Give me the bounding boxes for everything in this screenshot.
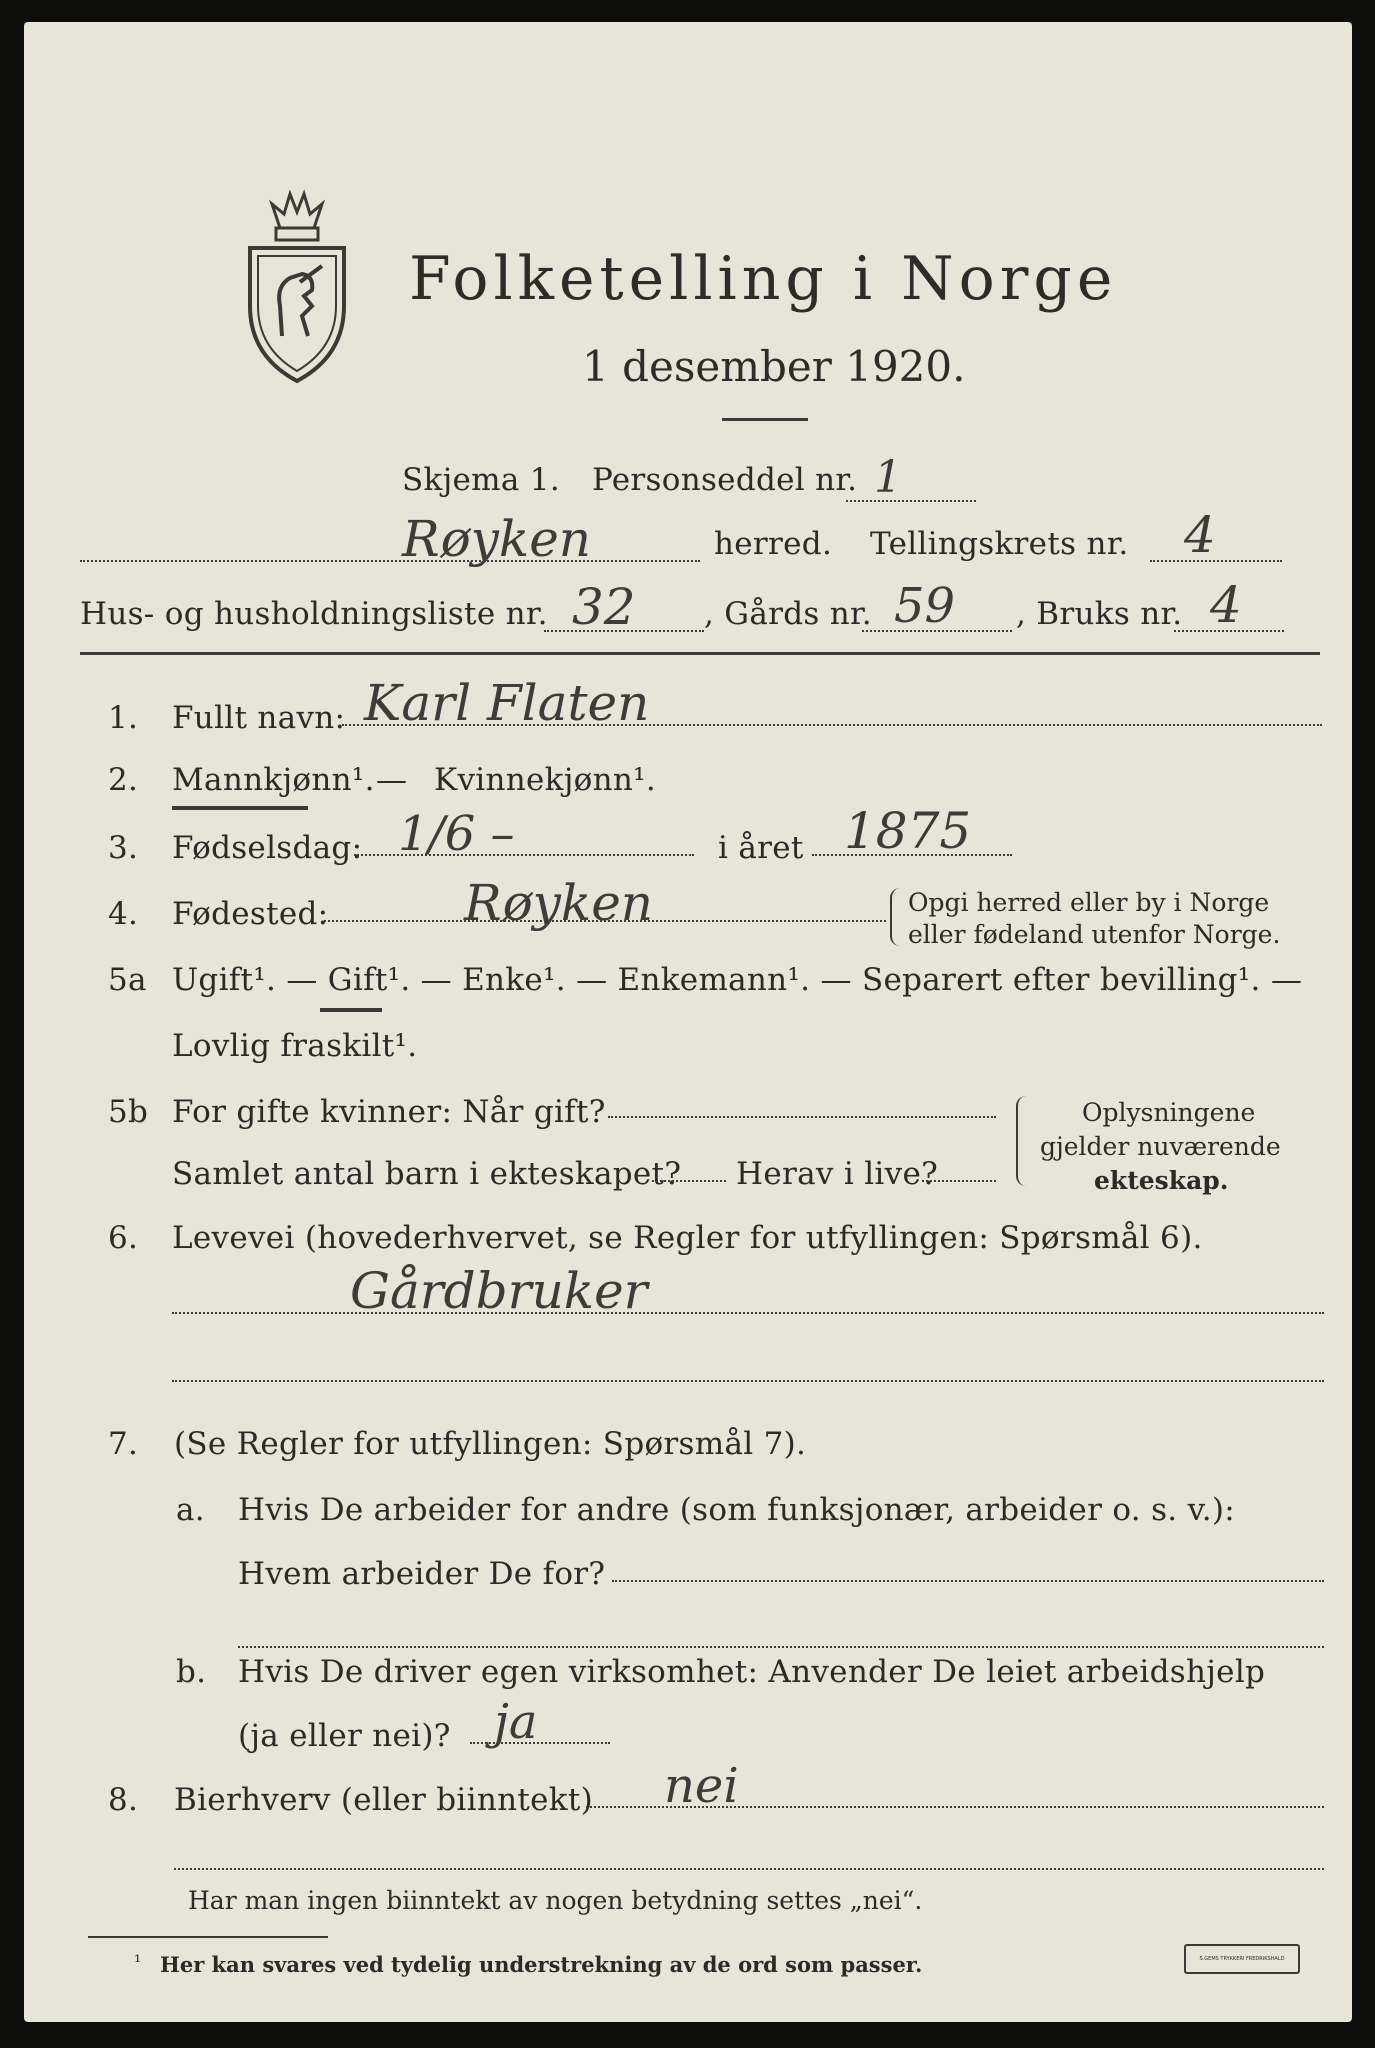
q8-label: Bierhverv (eller biinntekt)	[174, 1782, 594, 1818]
q5b-children-line	[652, 1180, 726, 1182]
q8-line-extra	[174, 1868, 1324, 1870]
personseddel-line	[846, 500, 976, 502]
q7b-line1: Hvis De driver egen virksomhet: Anvender De leiet arbeidshjelp	[238, 1654, 1266, 1690]
q5b-children-label: Samlet antal barn i ekteskapet?	[172, 1156, 682, 1192]
q2-number: 2.	[108, 762, 139, 798]
census-form	[24, 22, 1352, 2022]
q7-label: (Se Regler for utfyllingen: Spørsmål 7).	[174, 1426, 807, 1462]
q5b-when-married-label: For gifte kvinner: Når gift?	[172, 1094, 606, 1130]
printer-stamp	[1184, 1944, 1300, 1974]
full-name-value[interactable]: Karl Flaten	[364, 674, 650, 732]
q3-label: Fødselsdag:	[172, 830, 363, 866]
hired-help-value[interactable]: ja	[494, 1694, 538, 1750]
gards-value[interactable]: 59	[894, 578, 956, 634]
husliste-value[interactable]: 32	[572, 578, 636, 636]
q7a-line1: Hvis De arbeider for andre (som funksjonær, arbeider o. s. v.):	[238, 1492, 1236, 1528]
birth-year-label: i året	[718, 830, 804, 866]
birthplace-value[interactable]: Røyken	[464, 874, 654, 932]
q5a-number: 5a	[108, 962, 147, 998]
q7b-letter: b.	[176, 1654, 207, 1690]
herred-value[interactable]: Røyken	[402, 510, 592, 568]
q7b-line	[470, 1742, 610, 1744]
q5b-note-line2: gjelder nuværende	[1040, 1132, 1281, 1161]
q5b-alive-line	[922, 1180, 996, 1182]
q4-note-line1: Opgi herred eller by i Norge	[908, 888, 1270, 917]
q6-number: 6.	[108, 1220, 139, 1256]
footnote-mark: ¹	[134, 1952, 142, 1973]
norwegian-coat-of-arms-icon	[242, 186, 352, 386]
q7a-line2: Hvem arbeider De for?	[238, 1556, 606, 1592]
nei-instruction: Har man ingen biinntekt av nogen betydning settes „nei“.	[188, 1886, 923, 1915]
herred-label: herred.	[714, 526, 833, 562]
footnote-rule	[88, 1936, 328, 1938]
birthdate-value[interactable]: 1/6 –	[398, 806, 515, 862]
husliste-label: Hus- og husholdningsliste nr.	[80, 596, 548, 632]
q8-number: 8.	[108, 1782, 139, 1818]
marital-status-divorced[interactable]: Lovlig fraskilt¹.	[172, 1028, 418, 1064]
q6-label: Levevei (hovederhvervet, se Regler for utfyllingen: Spørsmål 6).	[172, 1220, 1203, 1256]
q7a-line	[612, 1580, 1324, 1582]
marital-status-options[interactable]: Ugift¹. — Gift¹. — Enke¹. — Enkemann¹. — Separert efter bevilling¹. —	[172, 962, 1303, 998]
tellingskrets-label: Tellingskrets nr.	[870, 526, 1129, 562]
male-selection-underline	[172, 806, 308, 810]
gender-male[interactable]: Mannkjønn¹.	[172, 762, 375, 798]
q5b-note-line1: Oplysningene	[1082, 1098, 1256, 1127]
herred-line	[80, 560, 700, 562]
occupation-value[interactable]: Gårdbruker	[350, 1262, 648, 1320]
birth-year-value[interactable]: 1875	[844, 802, 972, 860]
q5b-when-married-line	[608, 1116, 996, 1118]
q6-line1	[172, 1312, 1324, 1314]
q4-note-line2: eller fødeland utenfor Norge.	[908, 920, 1281, 949]
side-income-value[interactable]: nei	[664, 1758, 739, 1814]
tellingskrets-value[interactable]: 4	[1184, 506, 1216, 564]
q7b-line2: (ja eller nei)?	[238, 1718, 451, 1754]
q6-line2	[172, 1380, 1324, 1382]
q1-label: Fullt navn:	[172, 700, 346, 736]
q7a-line-extra	[238, 1646, 1324, 1648]
personseddel-label: Personseddel nr.	[592, 462, 858, 498]
personseddel-value[interactable]: 1	[874, 452, 902, 503]
q5b-brace	[1016, 1096, 1028, 1186]
tellingskrets-line	[1150, 560, 1282, 562]
footnote-text: Her kan svares ved tydelig understrekning av de ord som passer.	[160, 1952, 923, 1977]
q7a-letter: a.	[176, 1492, 205, 1528]
header-rule	[80, 652, 1320, 655]
bruks-value[interactable]: 4	[1210, 576, 1242, 634]
gender-separator: —	[376, 762, 408, 798]
form-title: Folketelling i Norge	[409, 244, 1118, 314]
title-divider	[722, 418, 808, 421]
q5b-alive-label: Herav i live?	[736, 1156, 939, 1192]
census-date: 1 desember 1920.	[582, 342, 966, 391]
gender-female[interactable]: Kvinnekjønn¹.	[434, 762, 657, 798]
q4-label: Fødested:	[172, 896, 329, 932]
q3-number: 3.	[108, 830, 139, 866]
skjema-label: Skjema 1.	[402, 462, 560, 498]
printer-stamp-text: S.GEMS TRYKKERI FREDRIKSHALD	[1199, 1956, 1285, 1962]
bruks-label: , Bruks nr.	[1016, 596, 1183, 632]
q5b-note-line3: ekteskap.	[1094, 1166, 1229, 1195]
q7-number: 7.	[108, 1426, 139, 1462]
q5b-number: 5b	[108, 1094, 149, 1130]
q4-brace	[890, 888, 902, 946]
gards-label: , Gårds nr.	[704, 596, 872, 632]
married-selection-underline	[320, 1008, 382, 1012]
q4-number: 4.	[108, 896, 139, 932]
q1-number: 1.	[108, 700, 139, 736]
